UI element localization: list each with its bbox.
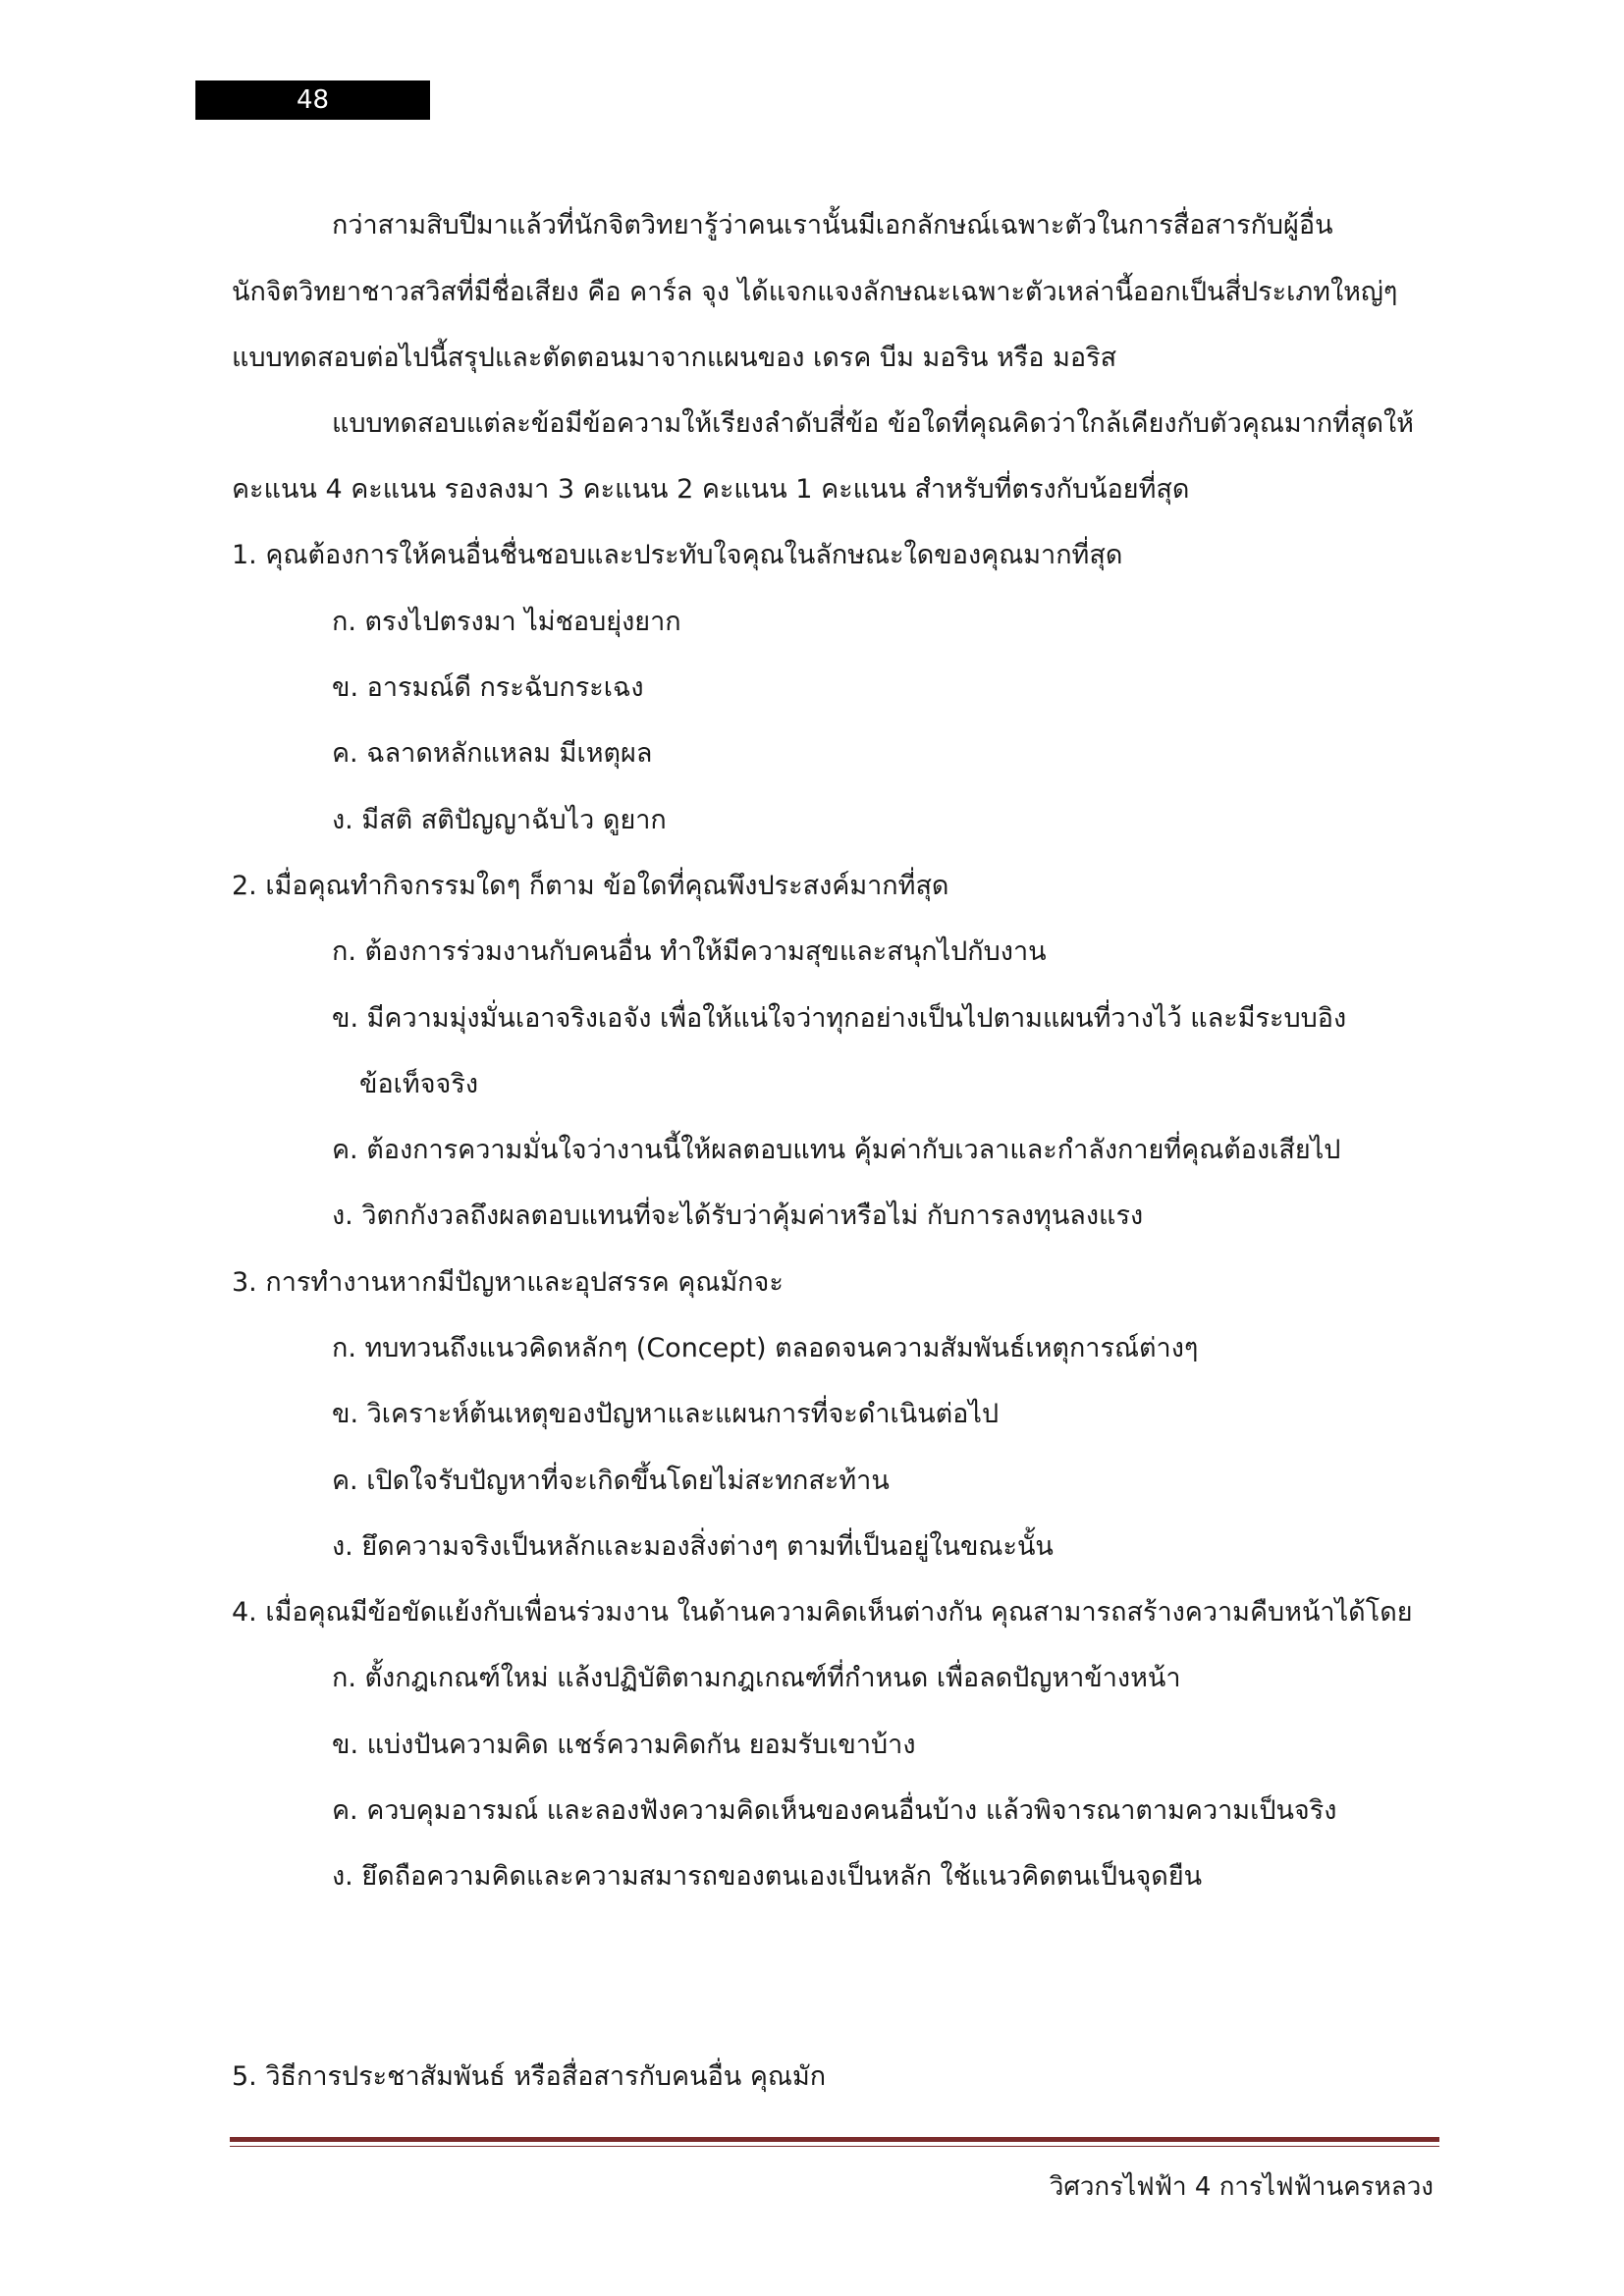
footer-text: วิศวกรไฟฟ้า 4 การไฟฟ้านครหลวง	[1049, 2172, 1434, 2202]
question-3-option-d: ง. ยึดความจริงเป็นหลักและมองสิ่งต่างๆ ตามที่เป็นอยู่ในขณะนั้น	[332, 1531, 1054, 1562]
page-number-badge: 48	[195, 80, 430, 120]
footer-divider-thick	[230, 2137, 1439, 2142]
question-4-option-a: ก. ตั้งกฎเกณฑ์ใหม่ แล้งปฏิบัติตามกฎเกณฑ์ที่กำหนด เพื่อลดปัญหาข้างหน้า	[332, 1663, 1181, 1693]
intro-paragraph-2-line-1: แบบทดสอบแต่ละข้อมีข้อความให้เรียงลำดับสี่ข้อ ข้อใดที่คุณคิดว่าใกล้เคียงกับตัวคุณมากที่สุดให้	[332, 408, 1414, 439]
intro-paragraph-1-line-2: นักจิตวิทยาชาวสวิสที่มีชื่อเสียง คือ คาร์ล จุง ได้แจกแจงลักษณะเฉพาะตัวเหล่านี้ออกเป็นสี่ประเภทใหญ่ๆ	[232, 277, 1398, 307]
question-2-option-b: ข. มีความมุ่งมั่นเอาจริงเอจัง เพื่อให้แน่ใจว่าทุกอย่างเป็นไปตามแผนที่วางไว้ และมีระบบอิง	[332, 1003, 1347, 1034]
intro-paragraph-1-line-3: แบบทดสอบต่อไปนี้สรุปและตัดตอนมาจากแผนของ เดรค บีม มอริน หรือ มอริส	[232, 343, 1117, 373]
question-5: 5. วิธีการประชาสัมพันธ์ หรือสื่อสารกับคนอื่น คุณมัก	[232, 2061, 827, 2092]
question-3: 3. การทำงานหากมีปัญหาและอุปสรรค คุณมักจะ	[232, 1267, 784, 1298]
question-2-option-b-continued: ข้อเท็จจริง	[359, 1069, 479, 1099]
intro-paragraph-1-line-1: กว่าสามสิบปีมาแล้วที่นักจิตวิทยารู้ว่าคนเรานั้นมีเอกลักษณ์เฉพาะตัวในการสื่อสารกับผู้อื่น	[332, 210, 1333, 240]
intro-paragraph-2-line-2: คะแนน 4 คะแนน รองลงมา 3 คะแนน 2 คะแนน 1 คะแนน สำหรับที่ตรงกับน้อยที่สุด	[232, 474, 1190, 505]
question-1: 1. คุณต้องการให้คนอื่นชื่นชอบและประทับใจคุณในลักษณะใดของคุณมากที่สุด	[232, 540, 1123, 570]
question-3-option-b: ข. วิเคราะห์ต้นเหตุของปัญหาและแผนการที่จะดำเนินต่อไป	[332, 1399, 1000, 1429]
question-2-option-a: ก. ต้องการร่วมงานกับคนอื่น ทำให้มีความสุขและสนุกไปกับงาน	[332, 936, 1047, 967]
question-4-option-c: ค. ควบคุมอารมณ์ และลองฟังความคิดเห็นของคนอื่นบ้าง แล้วพิจารณาตามความเป็นจริง	[332, 1795, 1337, 1826]
question-4-option-b: ข. แบ่งปันความคิด แชร์ความคิดกัน ยอมรับเขาบ้าง	[332, 1730, 916, 1760]
question-1-option-a: ก. ตรงไปตรงมา ไม่ชอบยุ่งยาก	[332, 607, 681, 637]
question-4-option-d: ง. ยึดถือความคิดและความสมารถของตนเองเป็นหลัก ใช้แนวคิดตนเป็นจุดยืน	[332, 1861, 1203, 1892]
question-1-option-d: ง. มีสติ สติปัญญาฉับไว ดูยาก	[332, 805, 667, 835]
question-2-option-c: ค. ต้องการความมั่นใจว่างานนี้ให้ผลตอบแทน คุ้มค่ากับเวลาและกำลังกายที่คุณต้องเสียไป	[332, 1135, 1341, 1165]
footer-divider-thin	[230, 2146, 1439, 2147]
question-4: 4. เมื่อคุณมีข้อขัดแย้งกับเพื่อนร่วมงาน ในด้านความคิดเห็นต่างกัน คุณสามารถสร้างความคืบหน้าได้โดย	[232, 1597, 1413, 1628]
question-3-option-a: ก. ทบทวนถึงแนวคิดหลักๆ (Concept) ตลอดจนความสัมพันธ์เหตุการณ์ต่างๆ	[332, 1333, 1199, 1363]
question-2-option-d: ง. วิตกกังวลถึงผลตอบแทนที่จะได้รับว่าคุ้มค่าหรือไม่ กับการลงทุนลงแรง	[332, 1201, 1144, 1231]
question-1-option-c: ค. ฉลาดหลักแหลม มีเหตุผล	[332, 738, 653, 769]
question-1-option-b: ข. อารมณ์ดี กระฉับกระเฉง	[332, 672, 644, 703]
question-3-option-c: ค. เปิดใจรับปัญหาที่จะเกิดขึ้นโดยไม่สะทกสะท้าน	[332, 1466, 890, 1496]
question-2: 2. เมื่อคุณทำกิจกรรมใดๆ ก็ตาม ข้อใดที่คุณพึงประสงค์มากที่สุด	[232, 871, 949, 901]
